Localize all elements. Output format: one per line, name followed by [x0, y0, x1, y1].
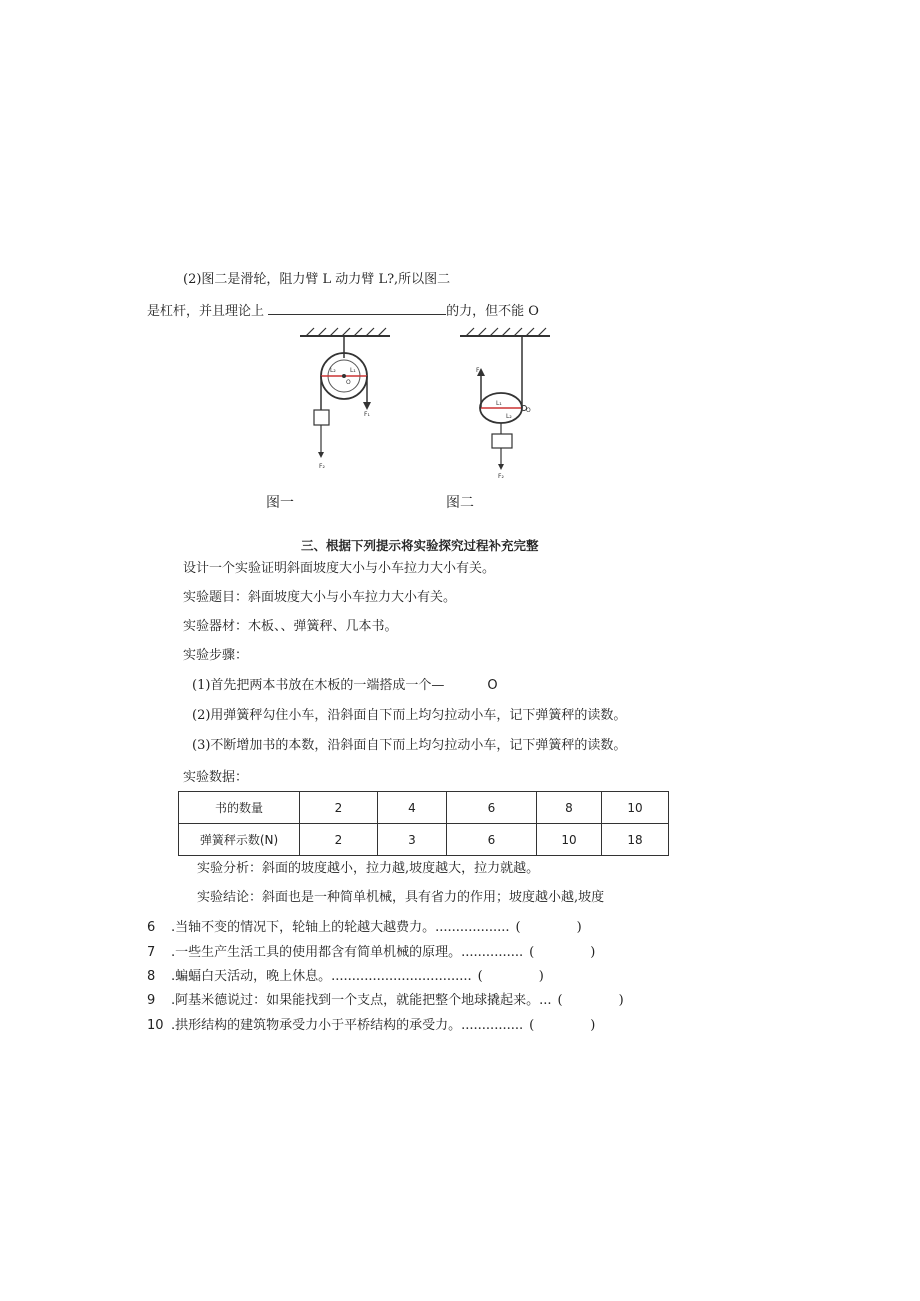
judgment-text: .蝙蝠白天活动，晚上休息。.................................. — [171, 969, 472, 984]
fig1-label-f2: F₂ — [319, 463, 325, 470]
experiment-topic: 实验题目：斜面坡度大小与小车拉力大小有关。 — [183, 590, 457, 605]
figure-1-caption: 图一 — [266, 495, 294, 511]
table-cell: 2 — [300, 824, 378, 856]
experiment-analysis: 实验分析：斜面的坡度越小，拉力越,坡度越大，拉力就越。 — [197, 861, 540, 876]
section-3-title: 三、根据下列提示将实验探究过程补充完整 — [301, 538, 539, 553]
line2-prefix: 是杠杆，并且理论上 — [147, 304, 265, 319]
fig1-label-o: O — [346, 379, 351, 386]
answer-paren-open: ( — [529, 1018, 535, 1033]
experiment-step-1 — [192, 678, 498, 694]
judgment-item-6 — [147, 920, 582, 936]
fig1-label-l2: L₂ — [330, 367, 336, 374]
answer-paren-close: ) — [576, 920, 582, 935]
figure-2-movable-pulley — [456, 326, 556, 486]
figure-2-caption: 图二 — [446, 495, 474, 511]
answer-paren-open: ( — [477, 969, 483, 984]
experiment-steps-label: 实验步骤： — [183, 648, 249, 663]
fig2-label-f1: F₁ — [476, 367, 482, 374]
table-row-header: 弹簧秤示数(N) — [179, 824, 300, 856]
table-cell: 4 — [378, 792, 447, 824]
experiment-data-label: 实验数据： — [183, 770, 249, 785]
answer-blank[interactable] — [268, 302, 446, 315]
answer-paren-close: ) — [618, 993, 624, 1008]
fig1-label-f1: F₁ — [364, 411, 370, 418]
answer-paren-close: ) — [538, 969, 544, 984]
judgment-text: .阿基米德说过：如果能找到一个支点，就能把整个地球撬起来。... — [171, 993, 552, 1008]
judgment-text: .当轴不变的情况下，轮轴上的轮越大越费力。.................. — [171, 920, 510, 935]
figure-1-fixed-pulley — [296, 326, 396, 476]
judgment-number: 9 — [147, 993, 156, 1008]
experiment-intro: 设计一个实验证明斜面坡度大小与小车拉力大小有关。 — [183, 561, 496, 576]
table-cell: 18 — [602, 824, 669, 856]
fig2-label-o: O — [526, 407, 531, 414]
answer-paren-open: ( — [515, 920, 521, 935]
table-cell: 6 — [447, 792, 537, 824]
line2-suffix: 的力，但不能 O — [446, 304, 539, 319]
step-1-end: O — [487, 678, 498, 693]
question-part2-line1: (2)图二是滑轮，阻力臂 L 动力臂 L?,所以图二 — [183, 272, 451, 287]
table-cell: 10 — [602, 792, 669, 824]
judgment-item-9 — [147, 993, 624, 1009]
question-part2-line2 — [147, 302, 539, 320]
experiment-materials: 实验器材：木板、、弹簧秤、几本书。 — [183, 619, 398, 634]
fig2-label-l1: L₁ — [496, 400, 502, 407]
answer-paren-open: ( — [529, 945, 535, 960]
judgment-text: .拱形结构的建筑物承受力小于平桥结构的承受力。............... — [171, 1018, 524, 1033]
table-cell: 2 — [300, 792, 378, 824]
experiment-step-3: (3)不断增加书的本数，沿斜面自下而上均匀拉动小车，记下弹簧秤的读数。 — [192, 738, 627, 753]
fig2-label-f2: F₂ — [498, 473, 504, 480]
experiment-conclusion: 实验结论：斜面也是一种简单机械，具有省力的作用；坡度越小越,坡度 — [197, 890, 605, 905]
judgment-item-10 — [147, 1018, 595, 1034]
table-row — [179, 792, 669, 824]
answer-paren-close: ) — [590, 945, 596, 960]
judgment-number: 6 — [147, 920, 156, 935]
judgment-number: 7 — [147, 945, 156, 960]
table-cell: 3 — [378, 824, 447, 856]
fig2-label-l2: L₂ — [506, 413, 512, 420]
experiment-step-2: (2)用弹簧秤勾住小车，沿斜面自下而上均匀拉动小车，记下弹簧秤的读数。 — [192, 708, 627, 723]
judgment-item-8 — [147, 969, 544, 985]
table-cell: 8 — [537, 792, 602, 824]
judgment-number: 10 — [147, 1018, 164, 1033]
judgment-text: .一些生产生活工具的使用都含有简单机械的原理。............... — [171, 945, 524, 960]
table-row-header: 书的数量 — [179, 792, 300, 824]
judgment-number: 8 — [147, 969, 156, 984]
fig1-label-l1: L₁ — [350, 367, 356, 374]
answer-paren-open: ( — [557, 993, 563, 1008]
step-1-text: (1)首先把两本书放在木板的一端搭成一个— — [192, 678, 445, 693]
table-cell: 6 — [447, 824, 537, 856]
answer-paren-close: ) — [590, 1018, 596, 1033]
experiment-data-table — [178, 791, 669, 856]
table-row — [179, 824, 669, 856]
table-cell: 10 — [537, 824, 602, 856]
judgment-item-7 — [147, 945, 595, 961]
